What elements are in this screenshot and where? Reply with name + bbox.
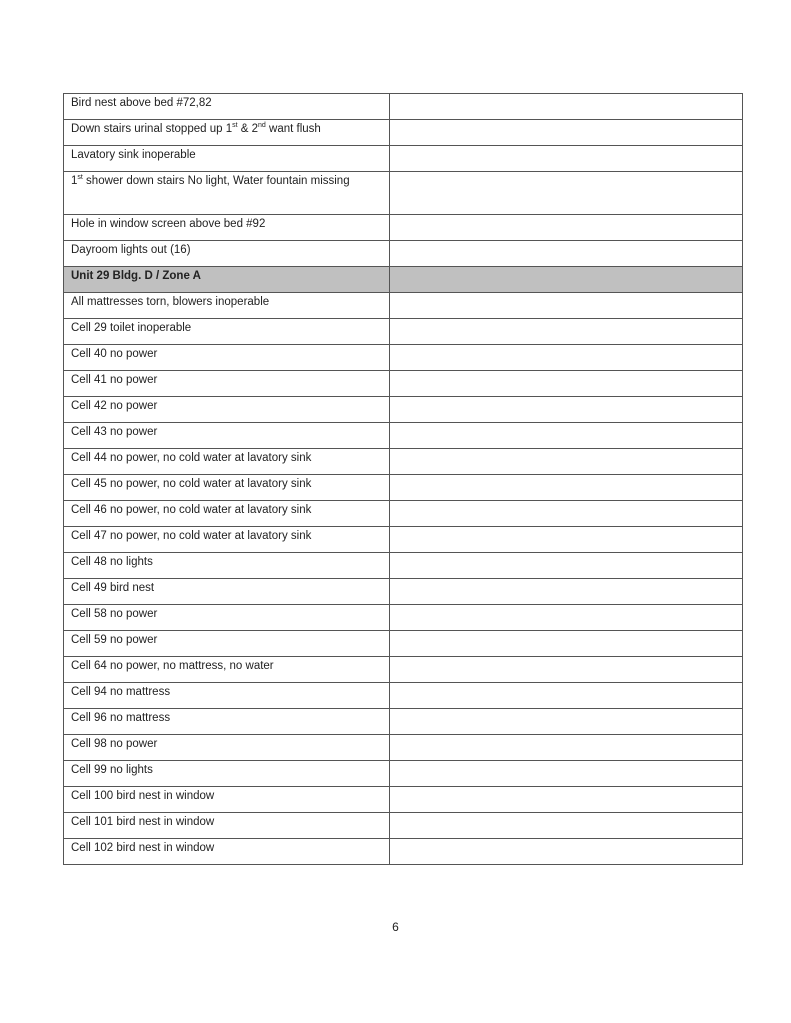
page-number: 6 <box>392 920 399 934</box>
deficiency-table <box>63 93 743 865</box>
empty-response-cell <box>390 267 743 293</box>
issue-description-cell <box>64 146 390 172</box>
cell-text: Cell 48 no lights <box>71 556 153 568</box>
table-row <box>64 813 743 839</box>
table-row <box>64 319 743 345</box>
empty-response-cell <box>390 813 743 839</box>
cell-text: want flush <box>265 123 321 135</box>
empty-response-cell <box>390 241 743 267</box>
empty-response-cell <box>390 735 743 761</box>
table-row <box>64 735 743 761</box>
table-row <box>64 527 743 553</box>
issue-description-cell <box>64 475 390 501</box>
empty-response-cell <box>390 371 743 397</box>
table-row <box>64 657 743 683</box>
issue-description-cell <box>64 397 390 423</box>
cell-text: All mattresses torn, blowers inoperable <box>71 296 270 308</box>
table-row <box>64 172 743 215</box>
issue-description-cell <box>64 501 390 527</box>
table-row <box>64 475 743 501</box>
cell-text: Cell 45 no power, no cold water at lavatory sink <box>71 478 312 490</box>
cell-text: Cell 102 bird nest in window <box>71 842 215 854</box>
empty-response-cell <box>390 319 743 345</box>
issue-description-cell <box>64 527 390 553</box>
table-row <box>64 501 743 527</box>
table-row <box>64 605 743 631</box>
table-row <box>64 215 743 241</box>
cell-text: Cell 41 no power <box>71 374 158 386</box>
table-row <box>64 709 743 735</box>
issue-description-cell <box>64 579 390 605</box>
empty-response-cell <box>390 657 743 683</box>
superscript-text: st <box>232 122 238 130</box>
cell-text: 1 <box>71 175 78 187</box>
cell-text: Cell 94 no mattress <box>71 686 171 698</box>
empty-response-cell <box>390 787 743 813</box>
issue-description-cell <box>64 215 390 241</box>
empty-response-cell <box>390 631 743 657</box>
table-row <box>64 371 743 397</box>
empty-response-cell <box>390 172 743 215</box>
issue-description-cell <box>64 319 390 345</box>
section-header-row <box>64 267 743 293</box>
cell-text: Hole in window screen above bed #92 <box>71 218 266 230</box>
empty-response-cell <box>390 709 743 735</box>
cell-text: Lavatory sink inoperable <box>71 149 196 161</box>
issue-description-cell <box>64 631 390 657</box>
empty-response-cell <box>390 345 743 371</box>
table-row <box>64 397 743 423</box>
issue-description-cell <box>64 813 390 839</box>
table-row <box>64 449 743 475</box>
empty-response-cell <box>390 475 743 501</box>
table-row <box>64 579 743 605</box>
cell-text: Cell 43 no power <box>71 426 158 438</box>
section-title-cell <box>64 267 390 293</box>
table-row <box>64 94 743 120</box>
issue-description-cell <box>64 787 390 813</box>
cell-text: Cell 46 no power, no cold water at lavatory sink <box>71 504 312 516</box>
issue-description-cell <box>64 449 390 475</box>
superscript-text: st <box>77 174 83 182</box>
issue-description-cell <box>64 120 390 146</box>
cell-text: Cell 44 no power, no cold water at lavatory sink <box>71 452 312 464</box>
cell-text: Cell 42 no power <box>71 400 158 412</box>
cell-text: Cell 40 no power <box>71 348 158 360</box>
empty-response-cell <box>390 839 743 865</box>
table-row <box>64 683 743 709</box>
empty-response-cell <box>390 94 743 120</box>
cell-text: Bird nest above bed #72,82 <box>71 97 212 109</box>
table-row <box>64 761 743 787</box>
cell-text: Cell 49 bird nest <box>71 582 155 594</box>
empty-response-cell <box>390 293 743 319</box>
issue-description-cell <box>64 735 390 761</box>
empty-response-cell <box>390 605 743 631</box>
empty-response-cell <box>390 579 743 605</box>
superscript-text: nd <box>258 122 266 130</box>
empty-response-cell <box>390 553 743 579</box>
cell-text: Cell 59 no power <box>71 634 158 646</box>
table-row <box>64 787 743 813</box>
cell-text: Unit 29 Bldg. D / Zone A <box>71 270 201 282</box>
cell-text: Cell 100 bird nest in window <box>71 790 215 802</box>
issue-description-cell <box>64 683 390 709</box>
issue-description-cell <box>64 94 390 120</box>
issue-description-cell <box>64 241 390 267</box>
issue-description-cell <box>64 657 390 683</box>
cell-text: Cell 58 no power <box>71 608 158 620</box>
table-row <box>64 631 743 657</box>
empty-response-cell <box>390 501 743 527</box>
cell-text: Cell 64 no power, no mattress, no water <box>71 660 274 672</box>
empty-response-cell <box>390 215 743 241</box>
issue-description-cell <box>64 172 390 215</box>
table-row <box>64 423 743 449</box>
issue-description-cell <box>64 553 390 579</box>
cell-text: Down stairs urinal stopped up 1 <box>71 123 233 135</box>
table-row <box>64 146 743 172</box>
table-row <box>64 120 743 146</box>
issue-description-cell <box>64 423 390 449</box>
cell-text: Cell 101 bird nest in window <box>71 816 215 828</box>
issue-description-cell <box>64 371 390 397</box>
issue-description-cell <box>64 605 390 631</box>
issue-description-cell <box>64 709 390 735</box>
cell-text: Dayroom lights out (16) <box>71 244 191 256</box>
table-row <box>64 553 743 579</box>
cell-text: Cell 99 no lights <box>71 764 153 776</box>
cell-text: Cell 47 no power, no cold water at lavatory sink <box>71 530 312 542</box>
cell-text: Cell 98 no power <box>71 738 158 750</box>
table-row <box>64 241 743 267</box>
table-row <box>64 839 743 865</box>
cell-text: Cell 96 no mattress <box>71 712 171 724</box>
cell-text: & 2 <box>237 123 259 135</box>
empty-response-cell <box>390 120 743 146</box>
issue-description-cell <box>64 293 390 319</box>
empty-response-cell <box>390 397 743 423</box>
table-row <box>64 293 743 319</box>
deficiency-table-body <box>64 94 743 865</box>
issue-description-cell <box>64 839 390 865</box>
empty-response-cell <box>390 761 743 787</box>
empty-response-cell <box>390 423 743 449</box>
table-row <box>64 345 743 371</box>
empty-response-cell <box>390 527 743 553</box>
cell-text: Cell 29 toilet inoperable <box>71 322 192 334</box>
empty-response-cell <box>390 146 743 172</box>
issue-description-cell <box>64 345 390 371</box>
cell-text: shower down stairs No light, Water fountain missing <box>82 175 350 187</box>
issue-description-cell <box>64 761 390 787</box>
empty-response-cell <box>390 683 743 709</box>
empty-response-cell <box>390 449 743 475</box>
